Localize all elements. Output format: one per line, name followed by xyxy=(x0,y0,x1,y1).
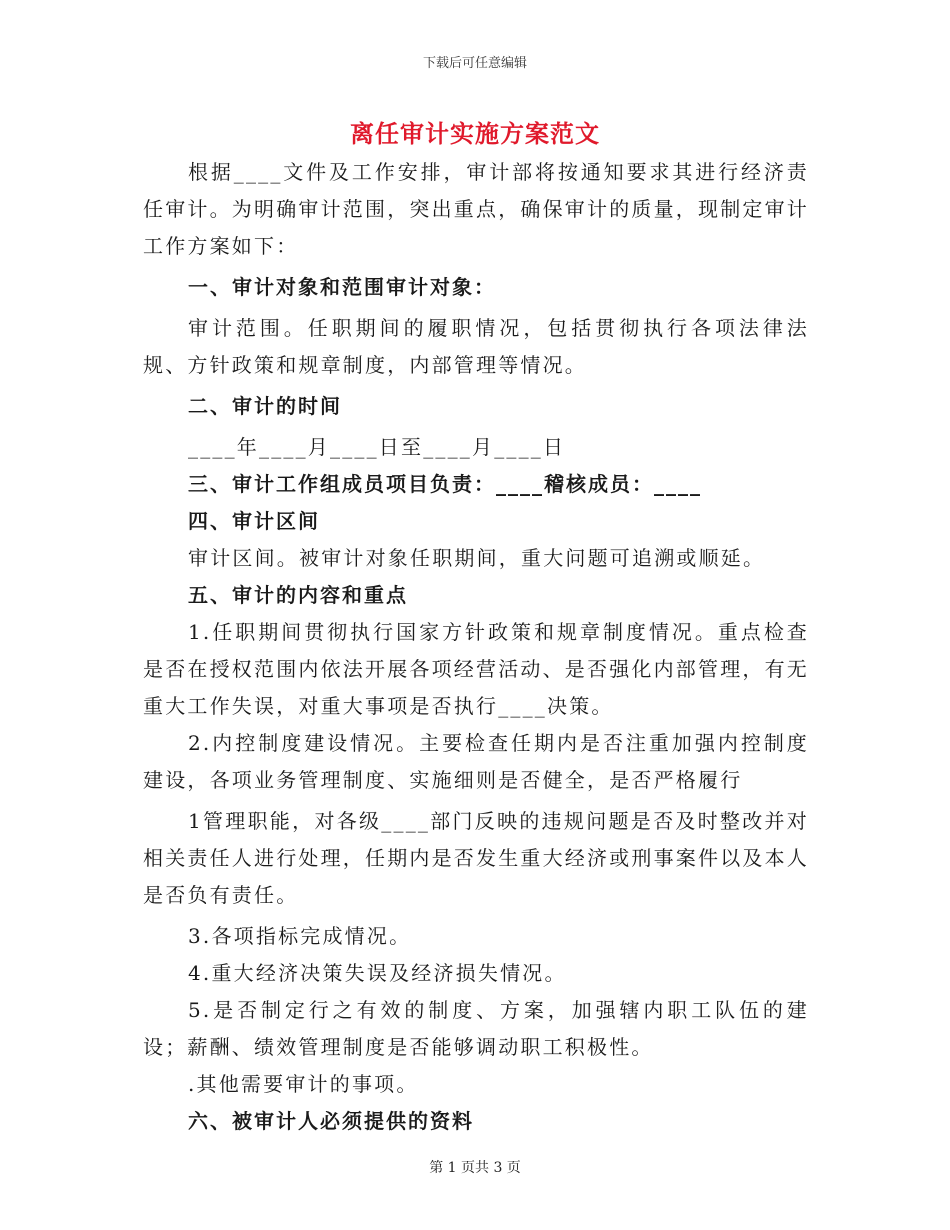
section-heading: 三、审计工作组成员项目负责：____稽核成员：____ xyxy=(188,472,702,496)
intro-paragraph: 根据____文件及工作安排，审计部将按通知要求其进行经济责任审计。为明确审计范围，突出重点，确保审计的质量，现制定审计工作方案如下： xyxy=(143,160,809,258)
section-heading: 二、审计的时间 xyxy=(188,394,342,418)
paragraph: 审计区间。被审计对象任职期间，重大问题可追溯或顺延。 xyxy=(188,546,766,570)
document-body xyxy=(143,154,809,1140)
list-item: 1.任职期间贯彻执行国家方针政策和规章制度情况。重点检查是否在授权范围内依法开展各项经营活动、是否强化内部管理，有无重大工作失误，对重大事项是否执行____决策。 xyxy=(143,620,809,718)
list-item: 4.重大经济决策失误及经济损失情况。 xyxy=(188,961,567,985)
page-header: 下载后可任意编辑 xyxy=(422,56,527,71)
list-item: 2.内控制度建设情况。主要检查任期内是否注重加强内控制度建设，各项业务管理制度、实施细则是否健全，是否严格履行 xyxy=(143,731,809,792)
section-heading: 五、审计的内容和重点 xyxy=(188,583,408,607)
paragraph: ____年____月____日至____月____日 xyxy=(188,435,566,459)
document-title: 离任审计实施方案范文 xyxy=(350,119,600,148)
section-heading: 六、被审计人必须提供的资料 xyxy=(188,1109,474,1133)
section-heading: 四、审计区间 xyxy=(188,509,320,533)
paragraph: 审计范围。任职期间的履职情况，包括贯彻执行各项法律法规、方针政策和规章制度，内部管理等情况。 xyxy=(143,316,809,377)
page-footer: 第 1 页共 3 页 xyxy=(429,1160,521,1176)
list-item: 1管理职能，对各级____部门反映的违规问题是否及时整改并对相关责任人进行处理，任期内是否发生重大经济或刑事案件以及本人是否负有责任。 xyxy=(143,809,809,907)
list-item: 3.各项指标完成情况。 xyxy=(188,924,412,948)
list-item: 5.是否制定行之有效的制度、方案，加强辖内职工队伍的建设；薪酬、绩效管理制度是否能够调动职工积极性。 xyxy=(143,998,809,1059)
list-item: .其他需要审计的事项。 xyxy=(188,1072,419,1096)
section-heading: 一、审计对象和范围审计对象： xyxy=(188,275,496,299)
